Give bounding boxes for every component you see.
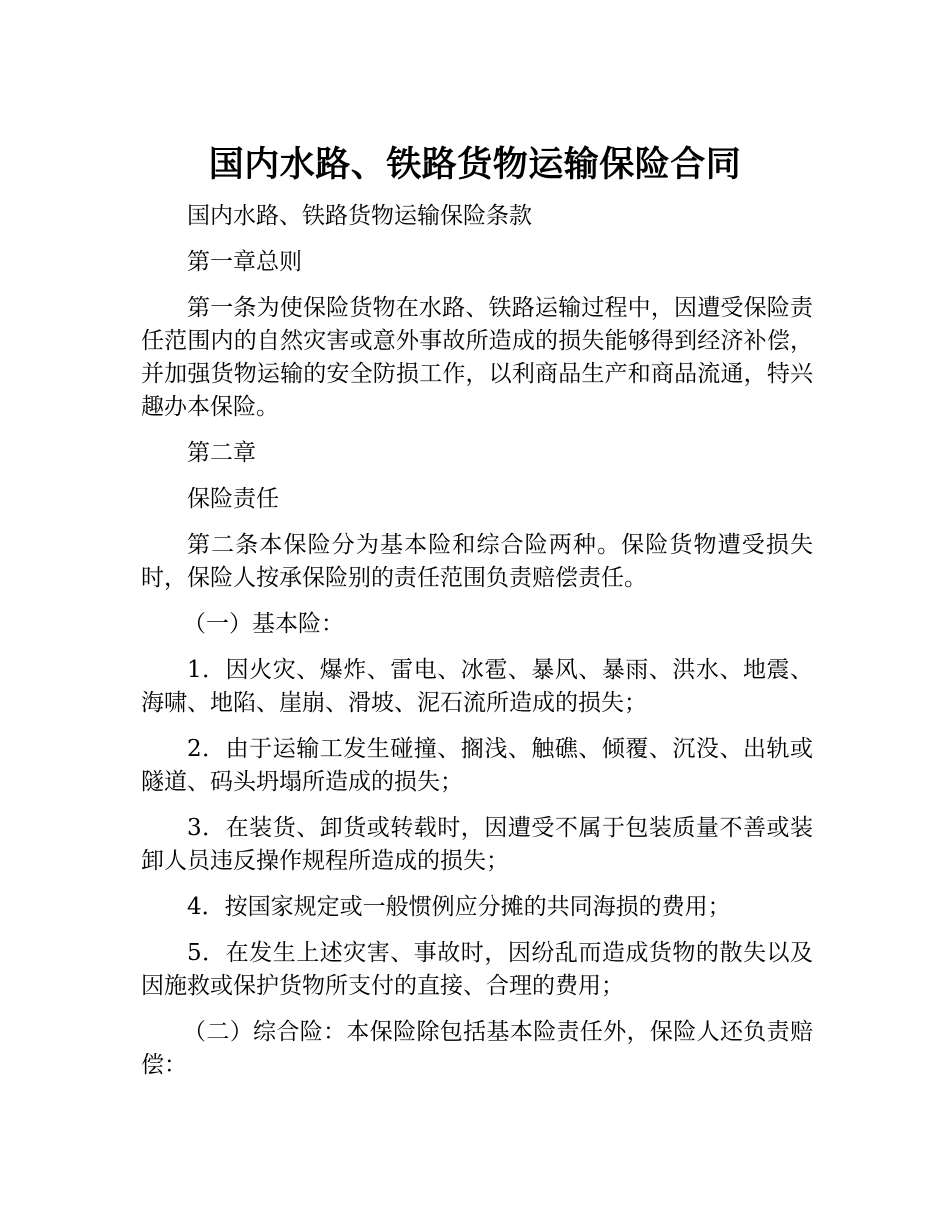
document-title: 国内水路、铁路货物运输保险合同 [208, 145, 742, 186]
paragraph-article-1: 第一条为使保险货物在水路、铁路运输过程中，因遭受保险责任范围内的自然灾害或意外事故所造成的损失能够得到经济补偿，并加强货物运输的安全防损工作，以利商品生产和商品流通，特兴趣办本保险。 [141, 295, 813, 420]
paragraph-chapter-1: 第一章总则 [187, 249, 302, 275]
document-body [141, 200, 813, 1095]
paragraph-clause-title: 国内水路、铁路货物运输保险条款 [187, 203, 532, 229]
paragraph-comprehensive-coverage: （二）综合险：本保险除包括基本险责任外，保险人还负责赔偿： [141, 1019, 813, 1078]
paragraph-basic-coverage: （一）基本险： [183, 611, 344, 637]
paragraph-insurance-liability: 保险责任 [187, 486, 279, 512]
paragraph-item-5: 5．在发生上述灾害、事故时，因纷乱而造成货物的散失以及因施救或保护货物所支付的直接、合理的费用； [141, 940, 813, 999]
paragraph-item-2: 2．由于运输工发生碰撞、搁浅、触礁、倾覆、沉没、出轨或隧道、码头坍塌所造成的损失； [141, 736, 813, 795]
paragraph-item-1: 1．因火灾、爆炸、雷电、冰雹、暴风、暴雨、洪水、地震、海啸、地陷、崖崩、滑坡、泥石流所造成的损失； [141, 657, 813, 716]
paragraph-chapter-2: 第二章 [187, 440, 256, 466]
paragraph-item-4: 4．按国家规定或一般惯例应分摊的共同海损的费用； [187, 894, 731, 920]
paragraph-article-2: 第二条本保险分为基本险和综合险两种。保险货物遭受损失时，保险人按承保险别的责任范围负责赔偿责任。 [141, 532, 813, 591]
paragraph-item-3: 3．在装货、卸货或转载时，因遭受不属于包装质量不善或装卸人员违反操作规程所造成的损失； [141, 815, 813, 874]
